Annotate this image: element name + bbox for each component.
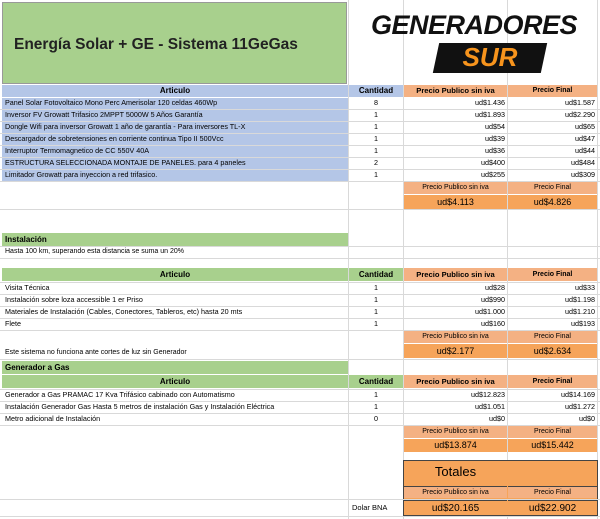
installation-totals-publico-label: Precio Publico sin iva (404, 331, 507, 343)
dolar-bna-label: Dolar BNA (352, 503, 388, 512)
table-row-articulo: ESTRUCTURA SELECCIONADA MONTAJE DE PANELES. para 4 paneles (2, 158, 348, 169)
table-row-cantidad: 8 (374, 98, 378, 107)
table-row-publico: ud$255 (481, 170, 505, 179)
table-row-publico: ud$28 (485, 283, 505, 292)
logo-wordmark: GENERADORES (370, 10, 578, 40)
table-row-cantidad: 1 (374, 146, 378, 155)
table-row-cantidad: 1 (374, 122, 378, 131)
table-row-articulo: Interruptor Termomagnetico de CC 550V 40A (2, 146, 348, 157)
generator-totals-publico-label: Precio Publico sin iva (404, 426, 507, 438)
table-row-publico: ud$1.000 (475, 307, 505, 316)
grand-totals-final-label: Precio Final (508, 486, 597, 498)
table-row-articulo: Generador a Gas PRAMAC 17 Kva Trifásico cabinado con Automatismo (5, 390, 235, 399)
generator-totals-publico: ud$13.874 (404, 439, 507, 452)
generator-totals-final: ud$15.442 (508, 439, 597, 452)
grand-totals-publico: ud$20.165 (404, 500, 507, 515)
installation-header-cantidad: Cantidad (349, 268, 403, 281)
equipment-header-publico: Precio Publico sin iva (404, 85, 507, 97)
table-row-cantidad: 1 (374, 283, 378, 292)
table-row-articulo: Panel Solar Fotovoltaico Mono Perc Amerisolar 120 celdas 460Wp (2, 98, 348, 109)
table-row-publico: ud$1.051 (475, 402, 505, 411)
table-row-final: ud$47 (575, 134, 595, 143)
table-row-publico: ud$54 (485, 122, 505, 131)
table-row-publico: ud$39 (485, 134, 505, 143)
table-row-final: ud$1.198 (565, 295, 595, 304)
installation-note: Hasta 100 km, superando esta distancia se suma un 20% (5, 248, 184, 255)
table-row-final: ud$1.587 (565, 98, 595, 107)
generator-totals-final-label: Precio Final (508, 426, 597, 438)
installation-header-publico: Precio Publico sin iva (404, 268, 507, 281)
table-row-publico: ud$1.893 (475, 110, 505, 119)
generator-header-final: Precio Final (508, 375, 597, 388)
table-row-publico: ud$160 (481, 319, 505, 328)
table-row-publico: ud$36 (485, 146, 505, 155)
equipment-header-cantidad: Cantidad (349, 85, 403, 97)
table-row-cantidad: 1 (374, 110, 378, 119)
table-row-articulo: Flete (5, 319, 21, 328)
table-row-articulo: Inversor FV Growatt Trifasico 2MPPT 5000W 5 Años Garantía (2, 110, 348, 121)
generator-header-articulo: Articulo (2, 375, 348, 388)
table-row-articulo: Descargador de sobretensiones en corriente continua Tipo II 500Vcc (2, 134, 348, 145)
table-row-publico: ud$12.823 (471, 390, 505, 399)
generator-section-title: Generador a Gas (2, 361, 348, 374)
generator-header-cantidad: Cantidad (349, 375, 403, 388)
logo (368, 10, 580, 76)
table-row-final: ud$14.169 (561, 390, 595, 399)
table-row-final: ud$33 (575, 283, 595, 292)
table-row-cantidad: 1 (374, 402, 378, 411)
table-row-cantidad: 1 (374, 307, 378, 316)
equipment-totals-final-label: Precio Final (508, 182, 597, 194)
installation-header-final: Precio Final (508, 268, 597, 281)
table-row-articulo: Materiales de Instalación (Cables, Conectores, Tableros, etc) hasta 20 mts (5, 307, 243, 316)
table-row-articulo: Metro adicional de Instalación (5, 414, 101, 423)
table-row-final: ud$309 (571, 170, 595, 179)
table-row-articulo: Instalación Generador Gas Hasta 5 metros de instalación Gas y Instalación Eléctrica (5, 402, 275, 411)
table-row-publico: ud$400 (481, 158, 505, 167)
table-row-final: ud$65 (575, 122, 595, 131)
installation-totals-final-label: Precio Final (508, 331, 597, 343)
page-title: Energía Solar + GE - Sistema 11GeGas (14, 36, 298, 53)
generator-header-publico: Precio Publico sin iva (404, 375, 507, 388)
installation-totals-publico: ud$2.177 (404, 344, 507, 358)
table-row-final: ud$2.290 (565, 110, 595, 119)
equipment-totals-publico: ud$4.113 (404, 195, 507, 209)
logo-subword: SUR (462, 42, 518, 72)
table-row-publico: ud$990 (481, 295, 505, 304)
equipment-totals-publico-label: Precio Publico sin iva (404, 182, 507, 194)
table-row-articulo: Visita Técnica (5, 283, 50, 292)
equipment-header-articulo: Articulo (2, 85, 348, 97)
table-row-final: ud$193 (571, 319, 595, 328)
table-row-articulo: Dongle Wifi para inversor Growatt 1 año de garantía - Para inversores TL-X (2, 122, 348, 133)
table-row-cantidad: 0 (374, 414, 378, 423)
grand-totals-final: ud$22.902 (508, 500, 597, 515)
table-row-final: ud$1.272 (565, 402, 595, 411)
table-row-publico: ud$1.436 (475, 98, 505, 107)
table-row-final: ud$484 (571, 158, 595, 167)
table-row-final: ud$0 (579, 414, 595, 423)
grand-totals-publico-label: Precio Publico sin iva (404, 486, 507, 498)
installation-section-title: Instalación (2, 233, 348, 246)
table-row-cantidad: 1 (374, 390, 378, 399)
table-row-final: ud$44 (575, 146, 595, 155)
installation-header-articulo: Articulo (2, 268, 348, 281)
table-row-publico: ud$0 (489, 414, 505, 423)
table-row-cantidad: 2 (374, 158, 378, 167)
table-row-cantidad: 1 (374, 134, 378, 143)
table-row-cantidad: 1 (374, 295, 378, 304)
table-row-cantidad: 1 (374, 319, 378, 328)
table-row-final: ud$1.210 (565, 307, 595, 316)
no-generator-note: Este sistema no funciona ante cortes de luz sin Generador (5, 349, 187, 356)
grand-totals-title: Totales (434, 464, 477, 479)
table-row-cantidad: 1 (374, 170, 378, 179)
table-row-articulo: Limitador Growatt para inyeccion a red trifasico. (2, 170, 348, 181)
installation-totals-final: ud$2.634 (508, 344, 597, 358)
table-row-articulo: Instalación sobre loza accessible 1 er Priso (5, 295, 143, 304)
equipment-header-final: Precio Final (508, 85, 597, 97)
equipment-totals-final: ud$4.826 (508, 195, 597, 209)
